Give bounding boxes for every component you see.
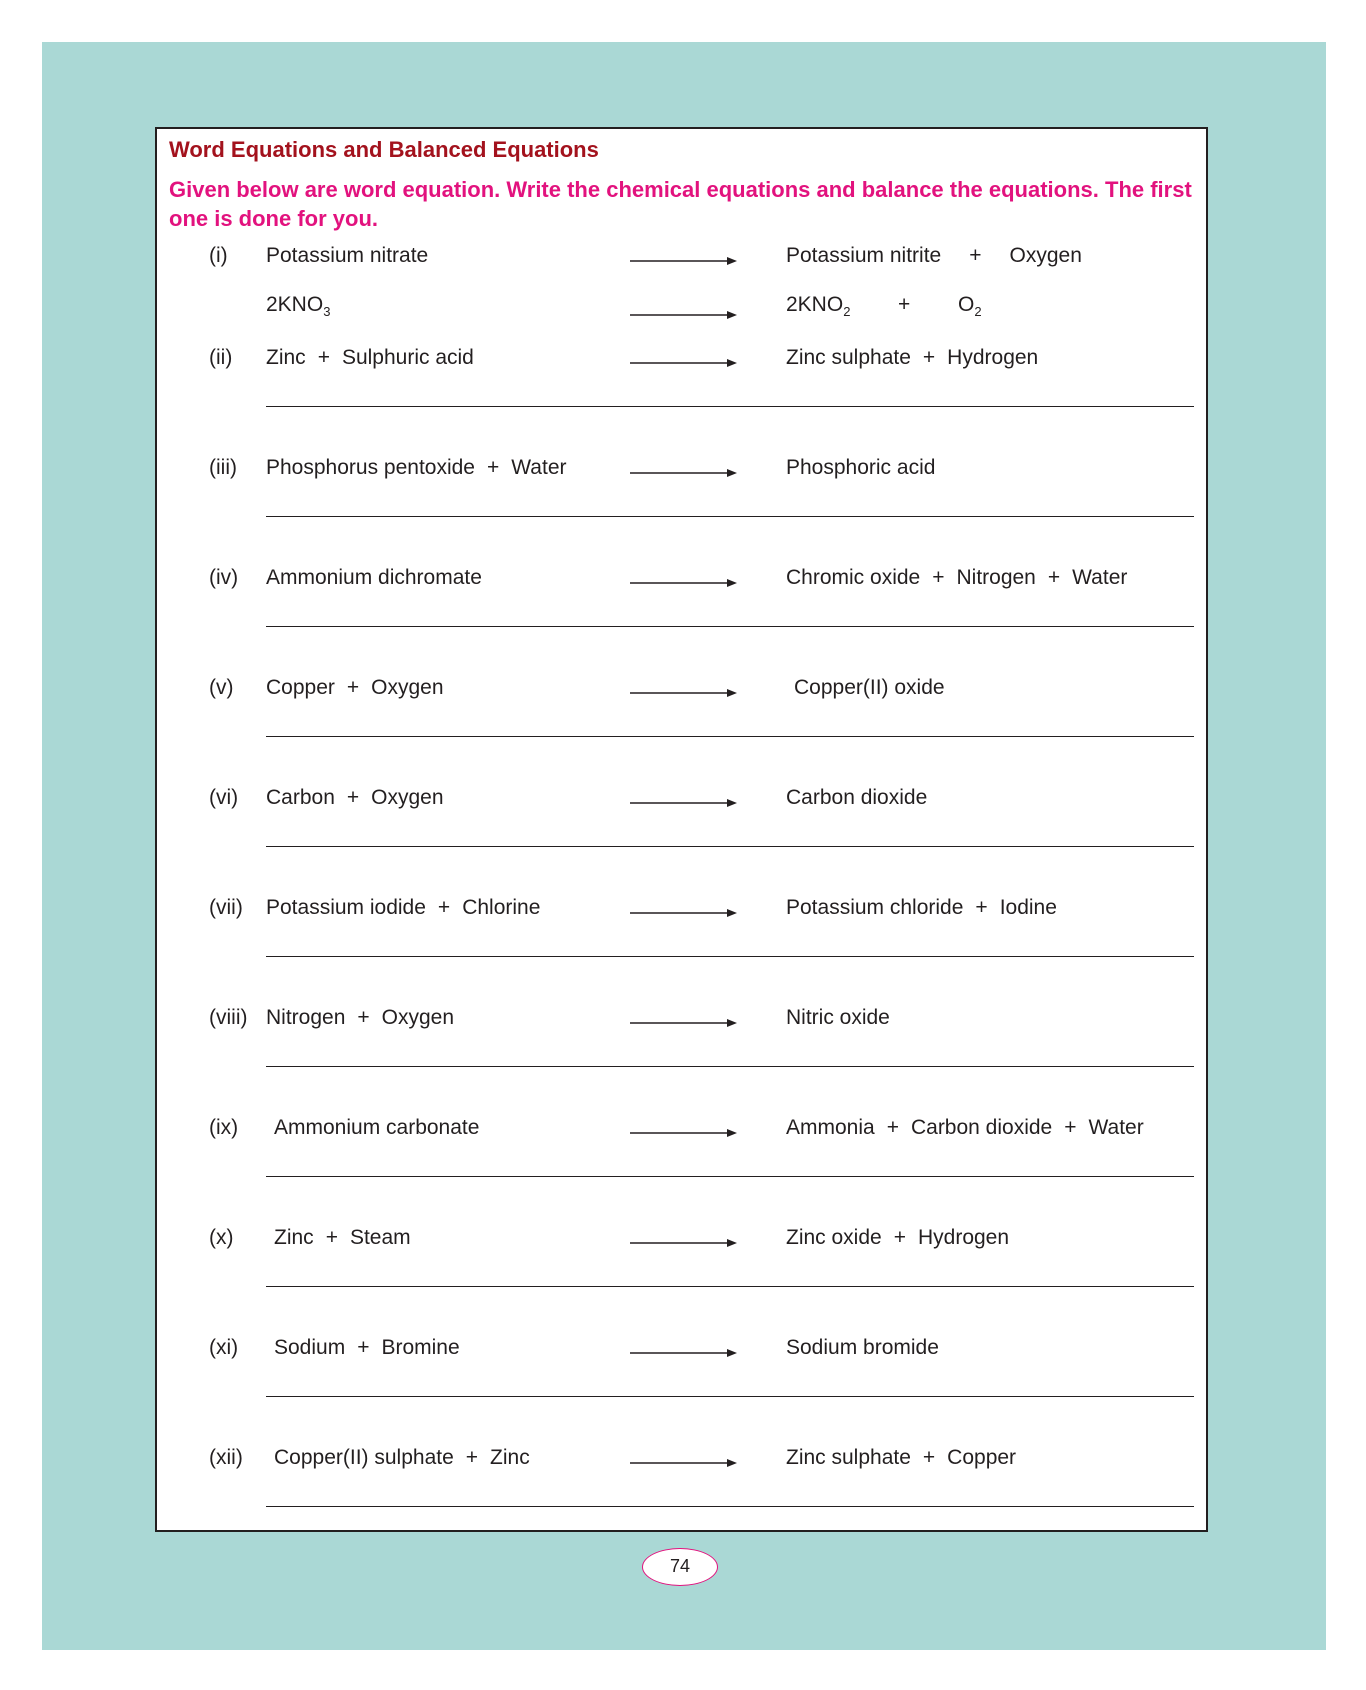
equation-row xyxy=(157,1444,1206,1484)
equation-number: (iv) xyxy=(209,566,239,589)
instruction-text: Given below are word equation. Write the chemical equations and balance the equations. The first one is done for you. xyxy=(169,177,1192,231)
product: Hydrogen xyxy=(947,346,1039,369)
equation-number: (v) xyxy=(209,676,234,699)
plus-sign: + xyxy=(1047,566,1061,589)
plus-sign: + xyxy=(346,676,360,699)
product: Water xyxy=(1088,1116,1144,1139)
plus-sign: + xyxy=(465,1446,479,1469)
equation-row xyxy=(157,1004,1206,1044)
reactants xyxy=(274,1114,479,1142)
reactant: Potassium nitrate xyxy=(266,244,429,267)
product: Carbon dioxide xyxy=(786,786,928,809)
answer-line[interactable] xyxy=(266,626,1194,627)
products xyxy=(786,1334,939,1362)
yields-arrow-icon xyxy=(630,358,737,368)
yields-arrow-icon xyxy=(630,1238,737,1248)
equation-number: (vi) xyxy=(209,786,239,809)
product: Zinc oxide xyxy=(786,1226,882,1249)
equation-row xyxy=(157,564,1206,604)
plus-sign: + xyxy=(437,896,451,919)
answer-line[interactable] xyxy=(266,1506,1194,1507)
reactants xyxy=(274,1334,460,1362)
equation-row xyxy=(157,784,1206,824)
section-heading: Word Equations and Balanced Equations xyxy=(169,137,599,162)
product: Oxygen xyxy=(1009,244,1082,267)
products xyxy=(786,454,935,482)
products xyxy=(786,1444,1016,1472)
product: Copper xyxy=(947,1446,1017,1469)
reactant: Sulphuric acid xyxy=(341,346,474,369)
reactant: Chlorine xyxy=(462,896,541,919)
product: Chromic oxide xyxy=(786,566,921,589)
reactants xyxy=(266,674,444,702)
plus-sign: + xyxy=(932,566,945,589)
equation-number: (xi) xyxy=(209,1336,239,1359)
yields-arrow-icon xyxy=(630,310,737,320)
yields-arrow-icon xyxy=(630,1128,737,1138)
answer-line[interactable] xyxy=(266,1176,1194,1177)
page-number: 74 xyxy=(642,1548,718,1586)
reactant: Bromine xyxy=(381,1336,460,1359)
plus-sign: + xyxy=(969,244,982,267)
reactant: Carbon xyxy=(266,786,335,809)
plus-sign: + xyxy=(357,1336,370,1359)
product: Ammonia xyxy=(786,1116,875,1139)
yields-arrow-icon xyxy=(630,908,737,918)
equation-number: (iii) xyxy=(209,456,237,479)
plus-sign: + xyxy=(886,1116,899,1139)
plus-sign: + xyxy=(922,1446,936,1469)
reactant: Nitrogen xyxy=(266,1006,346,1029)
formula-product-2: $O_2$ xyxy=(958,293,982,319)
equation-number: (i) xyxy=(209,244,228,267)
products xyxy=(786,784,927,812)
equation-row-example xyxy=(157,242,1206,282)
product: Zinc sulphate xyxy=(786,1446,911,1469)
equation-row xyxy=(157,1334,1206,1374)
equation-number: (x) xyxy=(209,1226,234,1249)
products xyxy=(794,674,945,702)
yields-arrow-icon xyxy=(630,1018,737,1028)
yields-arrow-icon xyxy=(630,1458,737,1468)
plus-sign: + xyxy=(898,293,911,316)
equation-number: (vii) xyxy=(209,896,243,919)
plus-sign: + xyxy=(357,1006,370,1029)
products xyxy=(786,894,1057,922)
reactant: Copper xyxy=(266,676,335,699)
yields-arrow-icon xyxy=(630,798,737,808)
balanced-equation-example xyxy=(157,291,1206,331)
plus-sign: + xyxy=(346,786,360,809)
reactants xyxy=(266,564,482,592)
plus-sign: + xyxy=(487,456,500,479)
reactant: Oxygen xyxy=(371,786,444,809)
equation-row xyxy=(157,674,1206,714)
products xyxy=(786,1114,1144,1142)
reactants xyxy=(274,1224,411,1252)
product: Copper(II) oxide xyxy=(794,676,945,699)
equation-row xyxy=(157,1114,1206,1154)
answer-line[interactable] xyxy=(266,956,1194,957)
product: Potassium chloride xyxy=(786,896,964,919)
formula-lhs: $2KNO_3$ xyxy=(266,293,331,319)
yields-arrow-icon xyxy=(630,688,737,698)
worksheet-box xyxy=(155,127,1208,1532)
product: Hydrogen xyxy=(917,1226,1010,1249)
plus-sign: + xyxy=(317,346,330,369)
reactant: Ammonium carbonate xyxy=(274,1116,480,1139)
answer-line[interactable] xyxy=(266,1286,1194,1287)
yields-arrow-icon xyxy=(630,256,737,266)
reactant: Oxygen xyxy=(371,676,444,699)
equation-row xyxy=(157,454,1206,494)
product: Iodine xyxy=(999,896,1057,919)
reactant: Copper(II) sulphate xyxy=(274,1446,454,1469)
product: Zinc sulphate xyxy=(786,346,911,369)
plus-sign: + xyxy=(325,1226,338,1249)
formula-product-1: $2KNO_2$ xyxy=(786,293,851,319)
plus-sign: + xyxy=(975,896,988,919)
plus-sign: + xyxy=(1064,1116,1077,1139)
answer-line[interactable] xyxy=(266,1066,1194,1067)
product: Nitric oxide xyxy=(786,1006,890,1029)
equation-number: (viii) xyxy=(209,1006,248,1029)
products xyxy=(786,344,1038,372)
product: Sodium bromide xyxy=(786,1336,939,1359)
reactant: Steam xyxy=(349,1226,411,1249)
equation-number: (ii) xyxy=(209,346,233,369)
product: Water xyxy=(1072,566,1128,589)
answer-line[interactable] xyxy=(266,1396,1194,1397)
yields-arrow-icon xyxy=(630,468,737,478)
products xyxy=(786,564,1127,592)
reactant: Zinc xyxy=(490,1446,530,1469)
reactant: Sodium xyxy=(274,1336,346,1359)
equation-number: (ix) xyxy=(209,1116,239,1139)
product: Potassium nitrite xyxy=(786,244,942,267)
plus-sign: + xyxy=(922,346,936,369)
reactants xyxy=(266,242,428,270)
reactant: Potassium iodide xyxy=(266,896,426,919)
equation-row xyxy=(157,1224,1206,1264)
equation-number: (xii) xyxy=(209,1446,243,1469)
products xyxy=(786,1224,1009,1252)
product: Nitrogen xyxy=(956,566,1036,589)
reactants xyxy=(266,784,444,812)
answer-line[interactable] xyxy=(266,736,1194,737)
reactant: Ammonium dichromate xyxy=(266,566,482,589)
reactant: Water xyxy=(511,456,567,479)
reactants xyxy=(266,894,540,922)
products xyxy=(786,1004,890,1032)
product: Phosphoric acid xyxy=(786,456,936,479)
answer-line[interactable] xyxy=(266,516,1194,517)
reactant: Zinc xyxy=(266,346,306,369)
reactants xyxy=(274,1444,530,1472)
plus-sign: + xyxy=(893,1226,906,1249)
answer-line[interactable] xyxy=(266,406,1194,407)
reactants xyxy=(266,454,567,482)
reactants xyxy=(266,344,474,372)
products xyxy=(786,242,1082,270)
reactant: Phosphorus pentoxide xyxy=(266,456,475,479)
answer-line[interactable] xyxy=(266,846,1194,847)
reactant: Oxygen xyxy=(381,1006,455,1029)
yields-arrow-icon xyxy=(630,1348,737,1358)
product: Carbon dioxide xyxy=(910,1116,1053,1139)
equation-row xyxy=(157,894,1206,934)
reactant: Zinc xyxy=(274,1226,314,1249)
reactants xyxy=(266,1004,454,1032)
equation-row xyxy=(157,344,1206,384)
yields-arrow-icon xyxy=(630,578,737,588)
